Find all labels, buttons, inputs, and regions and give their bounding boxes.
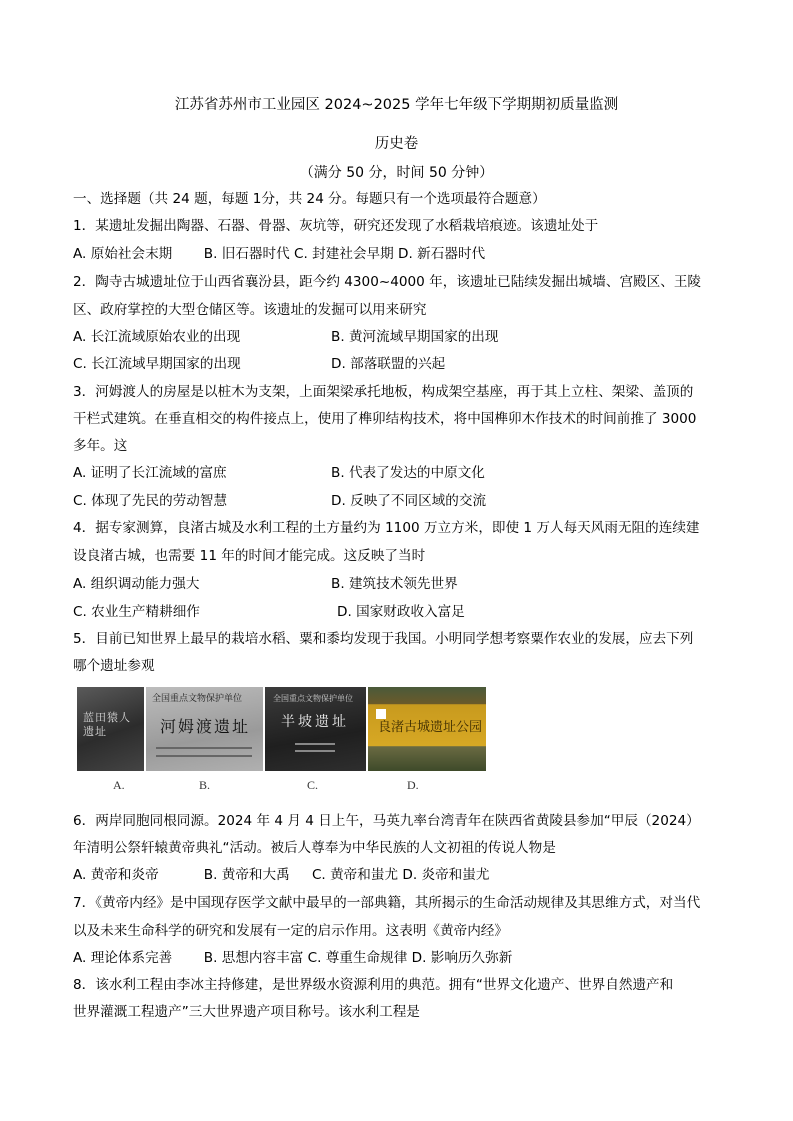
q4-option-d: D. 国家财政收入富足 xyxy=(337,604,465,620)
q2-stem-2: 区、政府掌控的大型仓储区等。该遗址的发掘可以用来研究 xyxy=(73,302,427,318)
q5-figure-a-photo xyxy=(77,687,144,771)
q5-figure-c-inscription xyxy=(295,750,335,752)
q3-option-a: A. 证明了长江流域的富庶 xyxy=(73,465,227,481)
q5-figure-a-text: 蓝田猿人遗址 xyxy=(83,711,131,738)
q4-option-c: C. 农业生产精耕细作 xyxy=(73,604,200,620)
q3-option-b: B. 代表了发达的中原文化 xyxy=(331,465,485,481)
q8-stem-1: 8．该水利工程由李冰主持修建，是世界级水资源利用的典范。拥有“世界文化遗产、世界自然遗产和 xyxy=(73,977,674,993)
q4-option-a: A. 组织调动能力强大 xyxy=(73,576,200,592)
q5-figure-b-text: 河姆渡遗址 xyxy=(160,717,251,736)
q2-option-c: C. 长江流域早期国家的出现 xyxy=(73,356,241,372)
q3-stem-1: 3．河姆渡人的房屋是以桩木为支架，上面架梁承托地板，构成架空基座，再于其上立柱、架梁、盖顶的 xyxy=(73,384,694,400)
q5-stem-1: 5．目前已知世界上最早的栽培水稻、粟和黍均发现于我国。小明同学想考察粟作农业的发展，应去下列 xyxy=(73,631,694,647)
q2-stem-1: 2．陶寺古城遗址位于山西省襄汾县，距今约 4300~4000 年，该遗址已陆续发掘出城墙、宫殿区、王陵 xyxy=(73,274,702,290)
q2-option-a: A. 长江流域原始农业的出现 xyxy=(73,329,241,345)
q4-stem-1: 4．据专家测算，良渚古城及水利工程的土方量约为 1100 万立方米，即使 1 万人每天风雨无阻的连续建 xyxy=(73,520,700,536)
q5-figure-c-text: 半坡遗址 xyxy=(281,714,349,730)
q3-stem-2: 干栏式建筑。在垂直相交的构件接点上，使用了榫卯结构技术，将中国榫卯木作技术的时间前推了 3000 xyxy=(73,411,697,427)
q3-stem-3: 多年。这 xyxy=(73,438,128,454)
q5-figure-b-photo xyxy=(146,687,263,771)
q5-figure-d-label: D. xyxy=(407,778,419,792)
q6-options: A. 黄帝和炎帝 B. 黄帝和大禹 C. 黄帝和蚩尤 D. 炎帝和蚩尤 xyxy=(73,867,490,883)
q5-figure-d-text: 良渚古城遗址公园 xyxy=(378,720,483,735)
q6-stem-2: 年清明公祭轩辕黄帝典礼“活动。被后人尊奉为中华民族的人文初祖的传说人物是 xyxy=(73,840,556,856)
q5-figure-a-label: A. xyxy=(113,778,125,792)
q5-figure-d-emblem xyxy=(376,709,386,719)
q5-figure-b-inscription xyxy=(156,755,252,757)
q5-figure-c-top: 全国重点文物保护单位 xyxy=(273,694,353,703)
q5-figure-b-inscription xyxy=(156,747,252,749)
q4-stem-2: 设良渚古城，也需要 11 年的时间才能完成。这反映了当时 xyxy=(73,548,426,564)
q6-stem-1: 6．两岸同胞同根同源。2024 年 4 月 4 日上午，马英九率台湾青年在陕西省黄陵县参加“甲辰（2024） xyxy=(73,813,700,829)
q5-figure-c-photo xyxy=(265,687,366,771)
section-heading: 一、选择题（共 24 题，每题 1分，共 24 分。每题只有一个选项最符合题意） xyxy=(73,191,546,207)
q7-stem-1: 7．《黄帝内经》是中国现存医学文献中最早的一部典籍，其所揭示的生命活动规律及其思维方式，对当代 xyxy=(73,895,701,911)
exam-title: 江苏省苏州市工业园区 2024~2025 学年七年级下学期期初质量监测 xyxy=(174,97,619,113)
q1-options: A. 原始社会末期 B. 旧石器时代 C. 封建社会早期 D. 新石器时代 xyxy=(73,246,486,262)
q2-option-d: D. 部落联盟的兴起 xyxy=(331,356,446,372)
q5-figure-d-photo xyxy=(368,687,486,771)
q5-stem-2: 哪个遗址参观 xyxy=(73,658,155,674)
q5-figure-strip xyxy=(77,687,487,795)
q5-figure-b-label: B. xyxy=(199,778,211,792)
q2-option-b: B. 黄河流域早期国家的出现 xyxy=(331,329,499,345)
q4-option-b: B. 建筑技术领先世界 xyxy=(331,576,458,592)
q1-stem: 1．某遗址发掘出陶器、石器、骨器、灰坑等，研究还发现了水稻栽培痕迹。该遗址处于 xyxy=(73,218,599,234)
q8-stem-2: 世界灌溉工程遗产”三大世界遗产项目称号。该水利工程是 xyxy=(73,1004,420,1020)
exam-meta: （满分 50 分，时间 50 分钟） xyxy=(299,165,494,181)
q5-figure-b-top: 全国重点文物保护单位 xyxy=(152,694,243,704)
q7-options: A. 理论体系完善 B. 思想内容丰富 C. 尊重生命规律 D. 影响历久弥新 xyxy=(73,950,513,966)
q5-figure-c-inscription xyxy=(295,743,335,745)
q3-option-c: C. 体现了先民的劳动智慧 xyxy=(73,493,228,509)
q5-figure-c-label: C. xyxy=(307,778,319,792)
q3-option-d: D. 反映了不同区域的交流 xyxy=(331,493,487,509)
exam-subtitle: 历史卷 xyxy=(374,136,419,152)
q7-stem-2: 以及未来生命科学的研究和发展有一定的启示作用。这表明《黄帝内经》 xyxy=(73,923,508,939)
